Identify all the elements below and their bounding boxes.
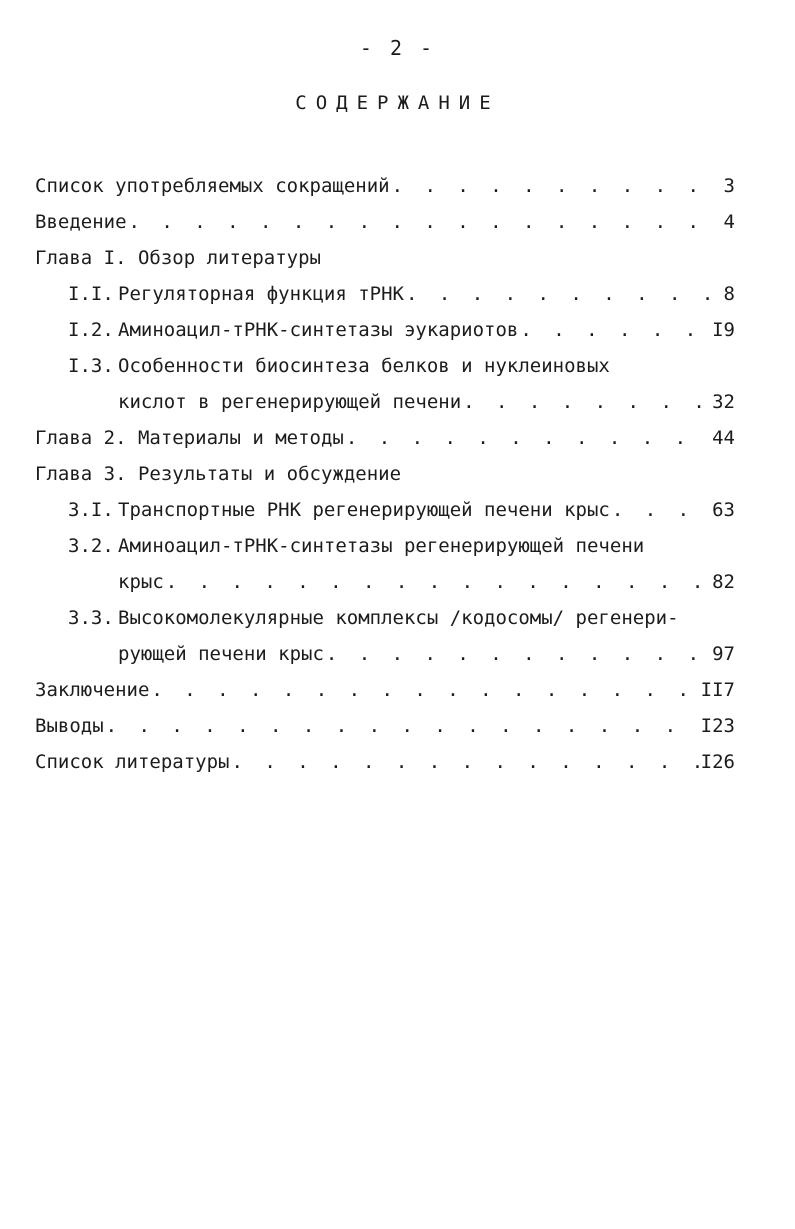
toc-label: Глава 2. Материалы и методы: [35, 427, 344, 449]
toc-entry-introduction[interactable]: [35, 208, 735, 236]
toc-entry-1-3-first-line[interactable]: [68, 352, 610, 380]
toc-page: 8: [723, 283, 735, 305]
page-number: - 2 -: [359, 36, 436, 60]
toc-chapter-3: Глава 3. Результаты и обсуждение: [35, 463, 402, 485]
toc-section-number: I.I.: [68, 283, 114, 305]
toc-entry-3-2-first-line[interactable]: [68, 532, 644, 560]
toc-label: Транспортные РНК регенерирующей печени крыс: [118, 499, 610, 521]
toc-page: 32: [712, 391, 735, 413]
toc-entry-chapter-2[interactable]: [35, 424, 735, 452]
toc-section-number: I.3.: [68, 355, 114, 377]
toc-page: 3: [723, 175, 735, 197]
dot-leader: [129, 208, 722, 236]
page-title: СОДЕРЖАНИЕ: [295, 92, 500, 114]
dot-leader: [166, 568, 710, 596]
toc-label: Заключение: [35, 679, 150, 701]
dot-leader: [463, 388, 710, 416]
toc-label: Аминоацил-тРНК-синтетазы эукариотов: [118, 319, 519, 341]
toc-entry-conclusion[interactable]: [35, 676, 735, 704]
toc-label: Список литературы: [35, 751, 230, 773]
toc-label: Регуляторная функция тРНК: [118, 283, 404, 305]
toc-section-number: 3.2.: [68, 535, 114, 557]
toc-entry-3-3-first-line[interactable]: [68, 604, 679, 632]
toc-page: 4: [723, 211, 735, 233]
toc-chapter-1: Глава I. Обзор литературы: [35, 247, 321, 269]
toc-page: I9: [712, 319, 735, 341]
toc-label: Высокомолекулярные комплексы /кодосомы/ регенери-: [118, 607, 679, 629]
dot-leader: [392, 172, 722, 200]
toc-section-number: 3.I.: [68, 499, 114, 521]
toc-section-number: I.2.: [68, 319, 114, 341]
dot-leader: [346, 424, 710, 452]
dot-leader: [106, 712, 699, 740]
toc-page: 82: [712, 571, 735, 593]
toc-entry-1-3[interactable]: [118, 388, 735, 416]
toc-entry-3-2[interactable]: [118, 568, 735, 596]
toc-label: Особенности биосинтеза белков и нуклеиновых: [118, 355, 610, 377]
toc-page: II7: [700, 679, 735, 701]
dot-leader: [326, 640, 710, 668]
toc-page: 97: [712, 643, 735, 665]
toc-entry-3-1[interactable]: [68, 496, 735, 524]
dot-leader: [231, 748, 698, 776]
toc-entry-3-3[interactable]: [118, 640, 735, 668]
toc-entry-abbreviations[interactable]: [35, 172, 735, 200]
toc-page: 63: [712, 499, 735, 521]
toc-label: Введение: [35, 211, 127, 233]
toc-label: кислот в регенерирующей печени: [118, 391, 462, 413]
dot-leader: [520, 316, 710, 344]
toc-entry-1-2[interactable]: [68, 316, 735, 344]
toc-page: I23: [700, 715, 735, 737]
dot-leader: [612, 496, 710, 524]
toc-entry-findings[interactable]: [35, 712, 735, 740]
toc-label: Аминоацил-тРНК-синтетазы регенерирующей печени: [118, 535, 645, 557]
toc-entry-references[interactable]: [35, 748, 735, 776]
toc-label: Список употребляемых сокращений: [35, 175, 390, 197]
dot-leader: [151, 676, 698, 704]
toc-label: Выводы: [35, 715, 104, 737]
dot-leader: [406, 280, 722, 308]
toc-label: крыс: [118, 571, 164, 593]
toc-label: рующей печени крыс: [118, 643, 324, 665]
toc-page: 44: [712, 427, 735, 449]
toc-entry-1-1[interactable]: [68, 280, 735, 308]
toc-section-number: 3.3.: [68, 607, 114, 629]
toc-page: I26: [700, 751, 735, 773]
